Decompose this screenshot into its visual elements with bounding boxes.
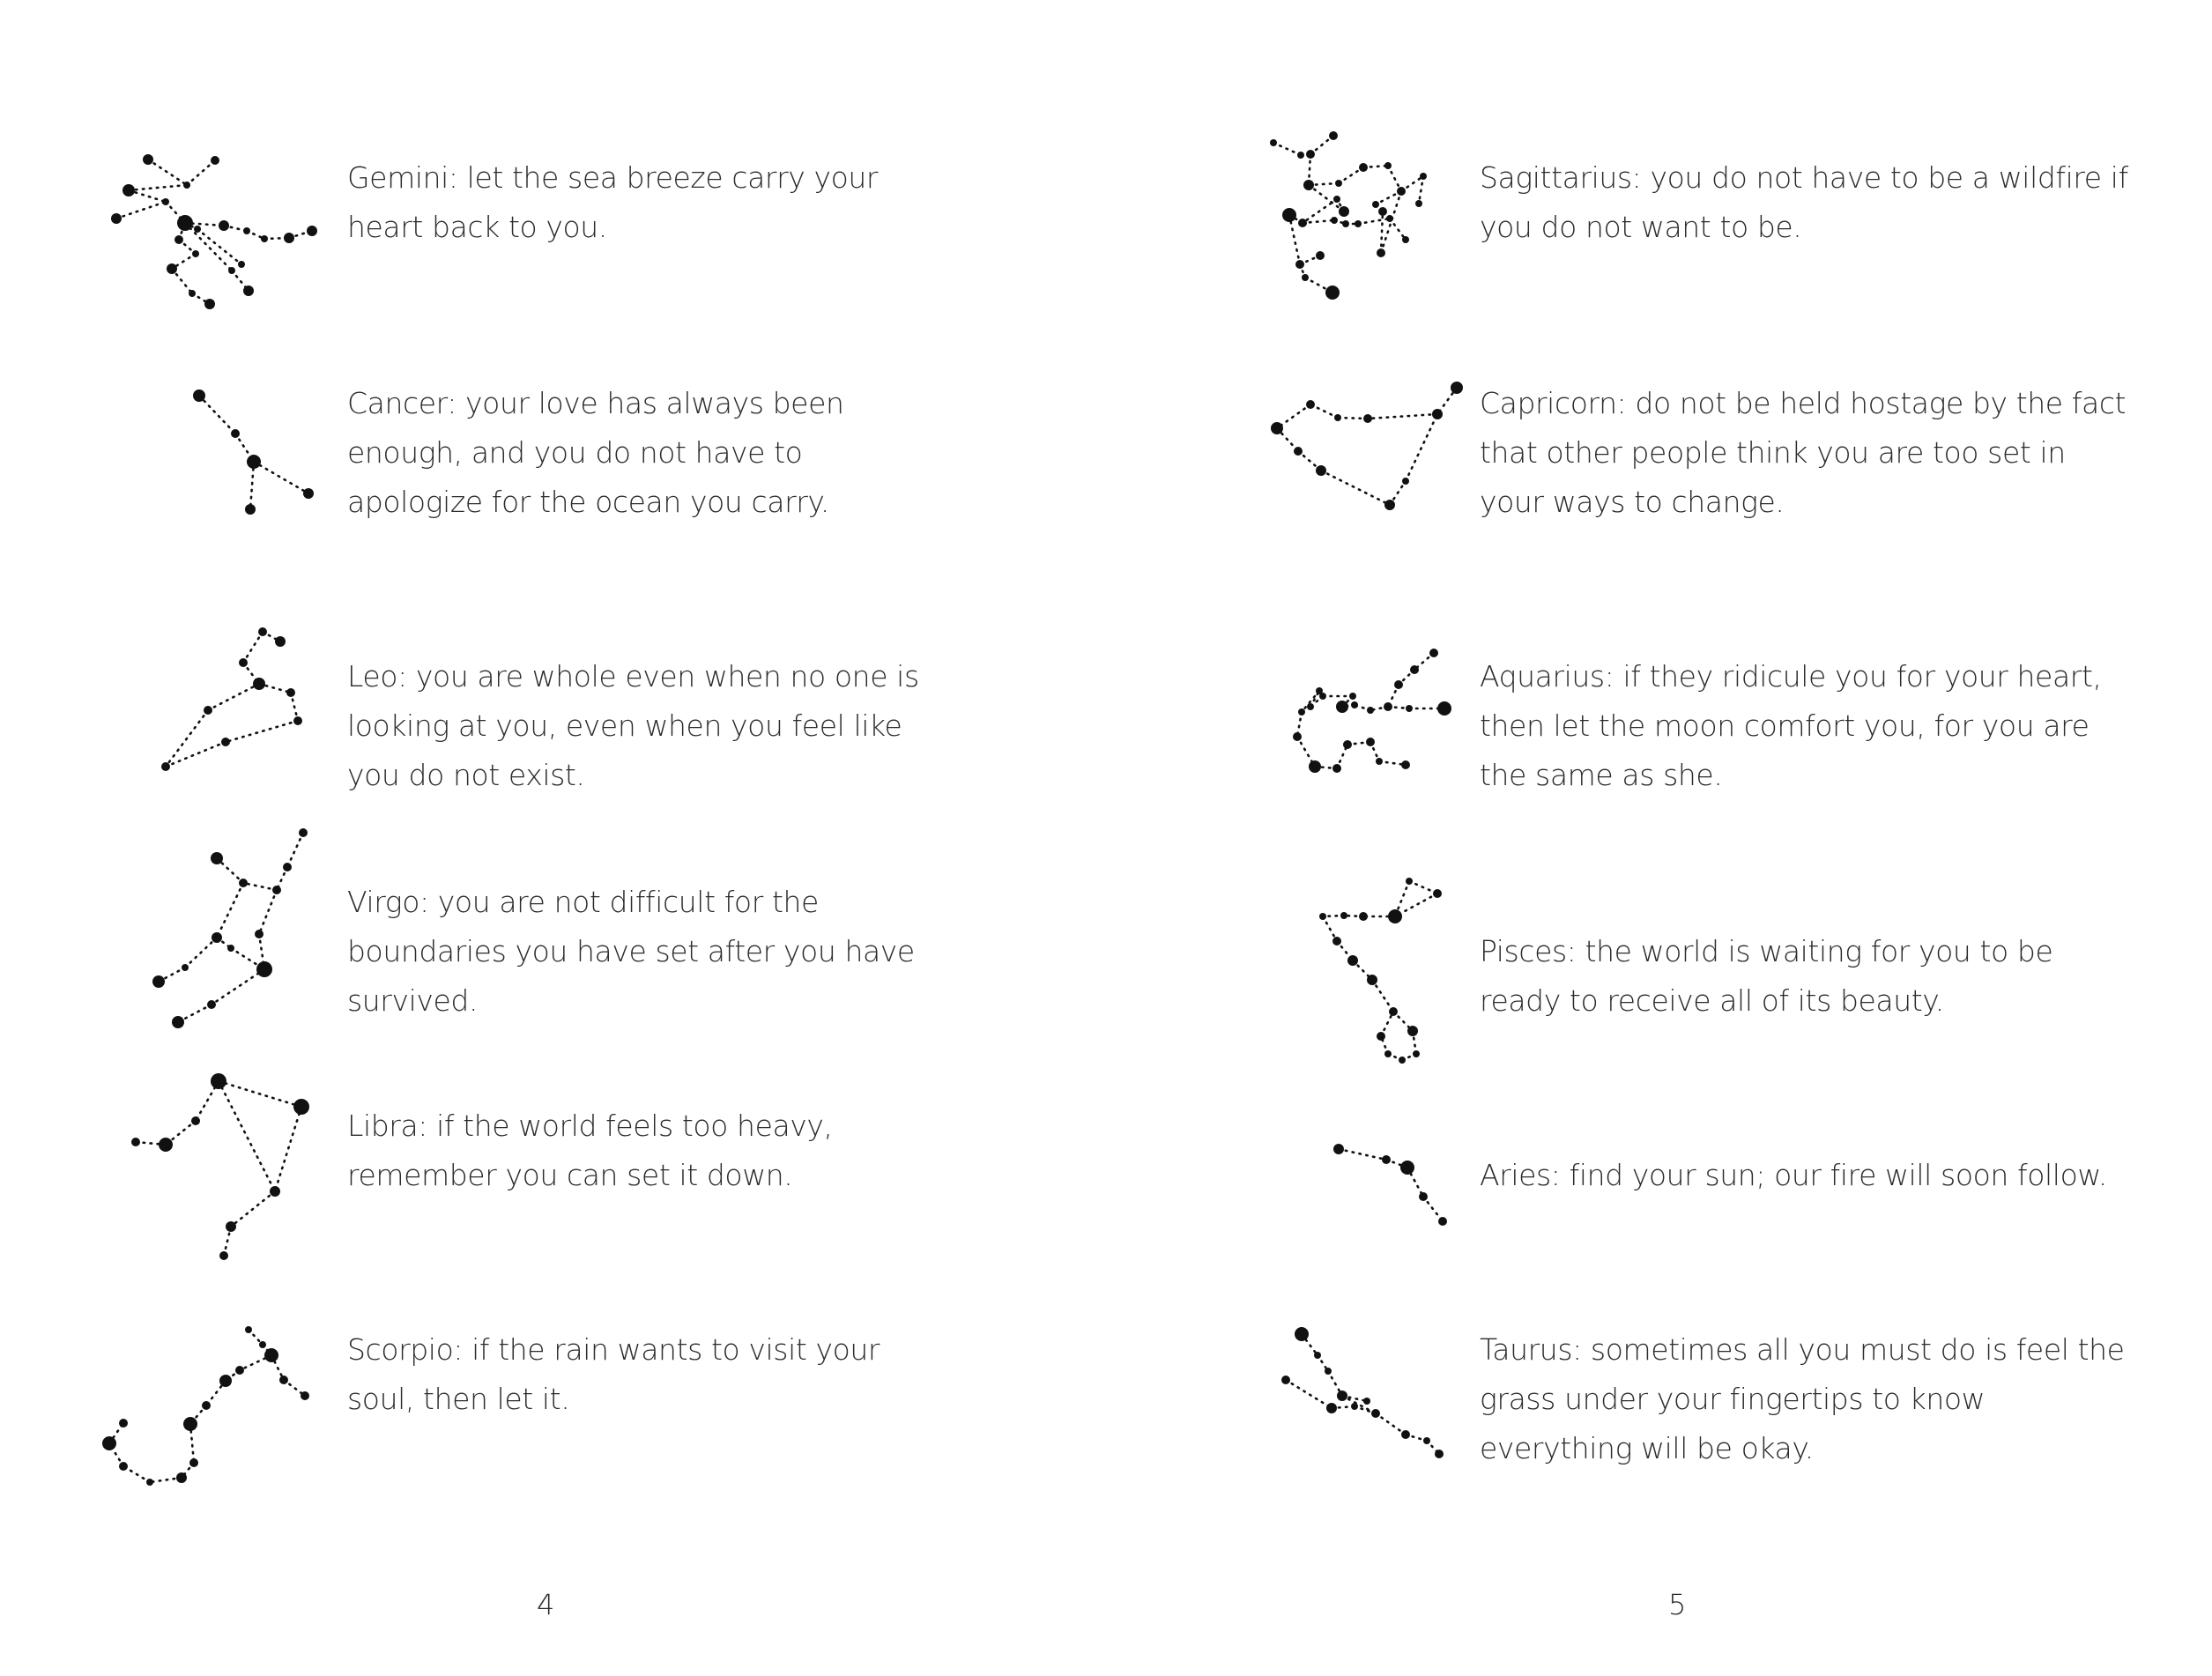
scorpio-link-11	[123, 1466, 150, 1482]
scorpio-star-7	[202, 1401, 211, 1410]
page-number-right: 5	[1668, 1588, 1687, 1621]
entry-text-pisces: Pisces: the world is waiting for you to be ready to receive all of its beauty.	[1480, 934, 2053, 1018]
taurus-star-11	[1435, 1450, 1444, 1458]
entry-text-leo: Leo: you are whole even when no one is looking at you, even when you feel like you do not exist.	[347, 659, 919, 792]
scorpio-star-10	[176, 1472, 187, 1483]
entry-text-scorpio: Scorpio: if the rain wants to visit your soul, then let it.	[347, 1332, 880, 1416]
entry-text-libra: Libra: if the world feels too heavy, remember you can set it down.	[347, 1109, 833, 1192]
taurus-star-0	[1295, 1327, 1309, 1341]
taurus-constellation-illustration	[1106, 0, 1476, 1498]
taurus-star-4	[1281, 1376, 1290, 1384]
scorpio-star-3	[279, 1376, 288, 1384]
taurus-star-6	[1351, 1403, 1358, 1410]
scorpio-star-14	[119, 1419, 128, 1428]
entry-text-cancer: Cancer: your love has always been enough, and you do not have to apologize for the ocean you carry.	[347, 386, 844, 519]
scorpio-star-4	[301, 1391, 309, 1400]
taurus-star-1	[1314, 1352, 1321, 1359]
taurus-star-5	[1326, 1403, 1337, 1413]
entry-text-aquarius: Aquarius: if they ridicule you for your heart, then let the moon comfort you, for you are the same as she.	[1480, 659, 2102, 792]
taurus-star-2	[1325, 1368, 1332, 1375]
taurus-link-7	[1376, 1413, 1406, 1435]
entry-text-sagittarius: Sagittarius: you do not have to be a wildfire if you do not want to be.	[1480, 160, 2128, 244]
taurus-link-10	[1342, 1396, 1376, 1413]
scorpio-star-13	[102, 1436, 116, 1450]
scorpio-star-9	[189, 1458, 198, 1467]
page-number-left: 4	[537, 1588, 555, 1621]
taurus-link-4	[1286, 1380, 1332, 1408]
taurus-star-8	[1371, 1409, 1380, 1418]
scorpio-star-2	[264, 1348, 278, 1362]
scorpio-star-5	[235, 1366, 244, 1375]
taurus-star-3	[1337, 1390, 1347, 1401]
entry-text-aries: Aries: find your sun; our fire will soon follow.	[1480, 1158, 2108, 1192]
page-right	[1106, 0, 2212, 1676]
scorpio-star-8	[183, 1417, 197, 1431]
entry-text-gemini: Gemini: let the sea breeze carry your heart back to you.	[347, 160, 879, 244]
scorpio-star-11	[146, 1479, 153, 1486]
scorpio-constellation-illustration	[0, 0, 370, 1516]
taurus-star-9	[1401, 1430, 1410, 1439]
taurus-star-7	[1363, 1398, 1370, 1405]
scorpio-star-6	[219, 1375, 232, 1387]
entry-text-virgo: Virgo: you are not difficult for the boundaries you have set after you have survived.	[347, 885, 915, 1018]
scorpio-star-0	[245, 1326, 252, 1333]
scorpio-star-12	[119, 1462, 128, 1471]
scorpio-star-1	[259, 1341, 266, 1348]
entry-text-taurus: Taurus: sometimes all you must do is feel the grass under your fingertips to know everything will be okay.	[1480, 1332, 2125, 1465]
taurus-star-10	[1423, 1437, 1430, 1444]
entry-text-capricorn: Capricorn: do not be held hostage by the fact that other people think you are too set in your ways to change.	[1480, 386, 2127, 519]
